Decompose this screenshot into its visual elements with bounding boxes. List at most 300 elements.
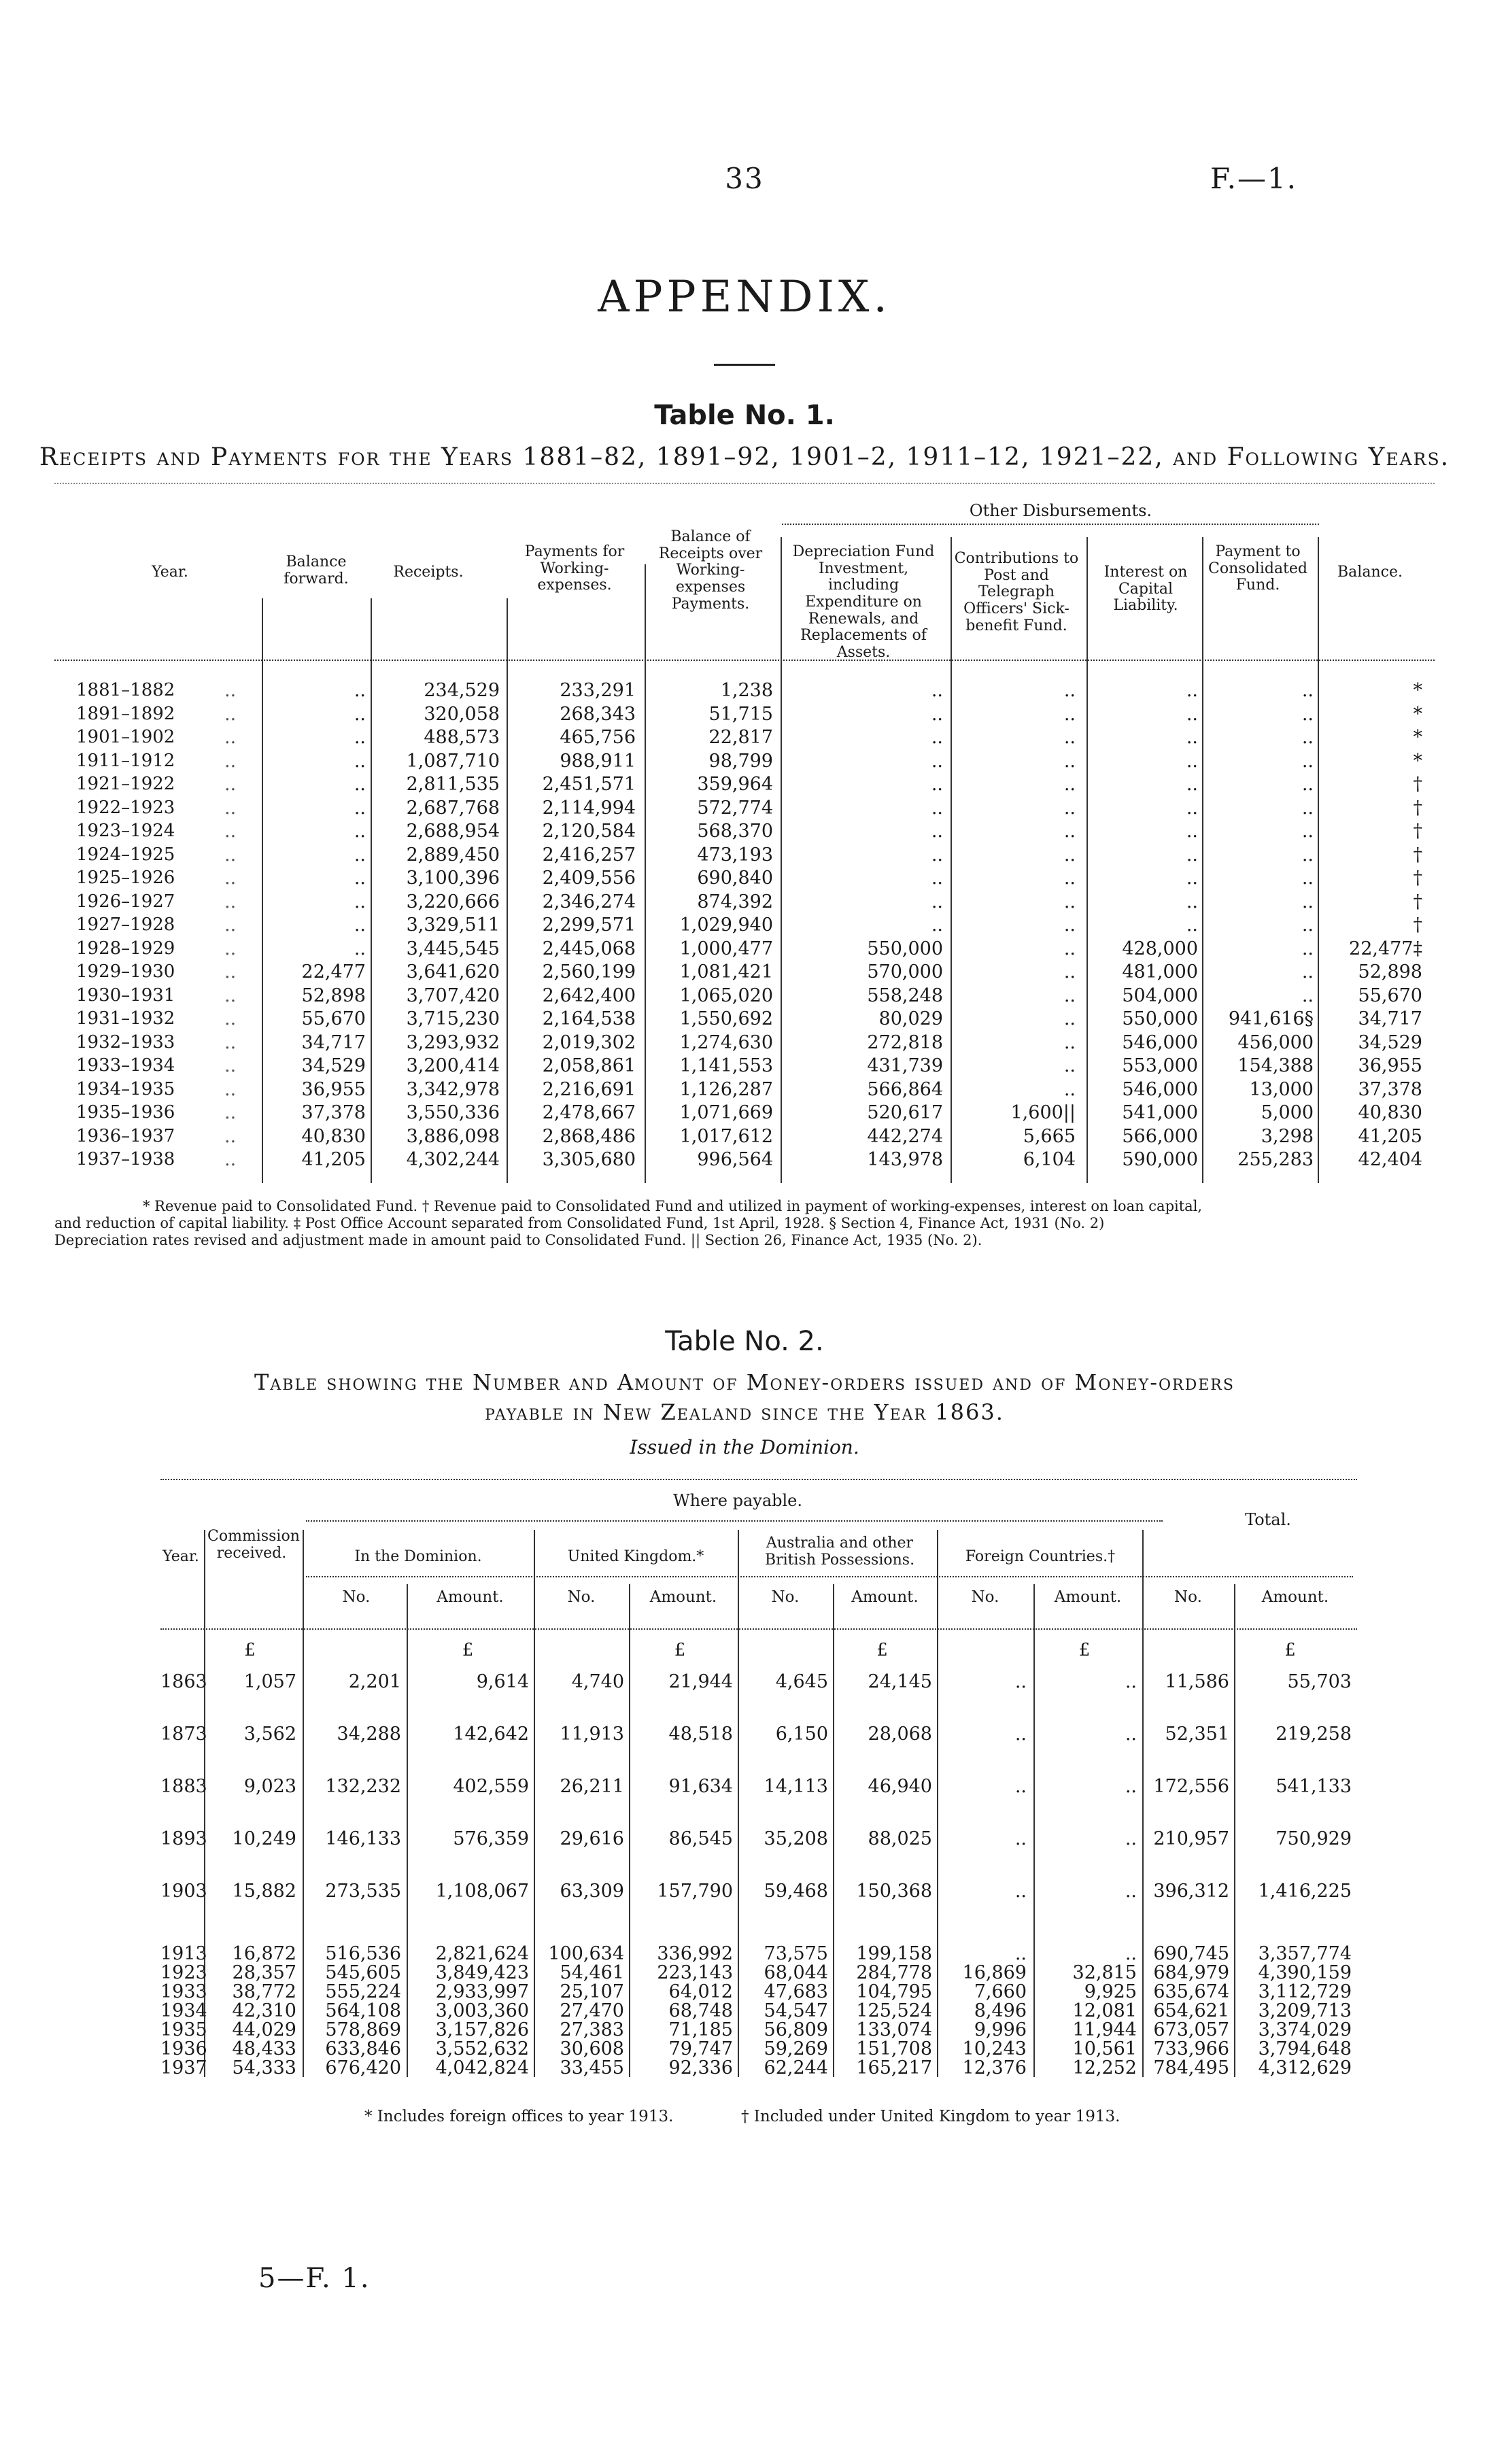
t2-cell-dominion-no: 34,288: [337, 1724, 401, 1745]
t1-leader-dots: ..: [224, 821, 237, 842]
t1-cell-contributions: ..: [1063, 774, 1076, 795]
t1-col-payments: Payments for Working-expenses.: [524, 543, 625, 594]
t1-cell-depreciation: ..: [931, 914, 943, 936]
t2-cell-uk-no: 27,383: [560, 2019, 624, 2040]
t2-cell-total-amount: 3,357,774: [1258, 1943, 1352, 1964]
t2-cell-australia-no: 47,683: [764, 1981, 828, 2002]
t2-subhead-no: No.: [771, 1588, 800, 1606]
t2-subhead-amount: Amount.: [1054, 1588, 1122, 1606]
t1-cell-payment-consolidated: ..: [1301, 961, 1314, 982]
t2-cell-foreign-amount: 10,561: [1072, 2038, 1137, 2059]
t1-cell-receipts: 3,100,396: [406, 868, 500, 889]
t1-cell-interest: 566,000: [1122, 1126, 1198, 1147]
t2-pound-sign: £: [674, 1640, 686, 1660]
t1-leader-dots: ..: [224, 891, 237, 912]
t1-vrule: [781, 537, 782, 1183]
t1-cell-year: 1929–1930: [76, 961, 175, 982]
t2-vrule: [629, 1584, 630, 2077]
t1-cell-payments: 2,216,691: [542, 1079, 636, 1100]
t1-cell-receipts: 2,811,535: [406, 774, 500, 795]
t1-cell-receipts: 3,715,230: [406, 1008, 500, 1029]
t1-cell-interest: 481,000: [1122, 961, 1198, 982]
t1-col-receipts: Receipts.: [393, 564, 464, 581]
t1-cell-payments: 268,343: [560, 704, 636, 725]
t1-cell-year: 1881–1882: [76, 680, 175, 700]
t2-cell-year: 1913: [160, 1943, 207, 1964]
t1-cell-contributions: ..: [1063, 751, 1076, 772]
t2-cell-dominion-no: 146,133: [325, 1828, 401, 1849]
t2-cell-australia-amount: 199,158: [856, 1943, 932, 1964]
t1-cell-balance-receipts: 568,370: [697, 821, 773, 842]
t2-pound-sign: £: [876, 1640, 888, 1660]
t1-col-year: Year.: [152, 564, 188, 581]
t2-cell-australia-amount: 46,940: [868, 1776, 932, 1797]
t1-cell-balance-receipts: 1,141,553: [679, 1055, 773, 1076]
t1-cell-contributions: ..: [1063, 844, 1076, 866]
t1-cell-payments: 2,114,994: [542, 798, 636, 819]
t1-cell-receipts: 3,220,666: [406, 891, 500, 912]
t2-cell-dominion-amount: 9,614: [476, 1671, 529, 1692]
t1-cell-payments: 2,019,302: [542, 1032, 636, 1053]
t1-cell-payments: 2,445,068: [542, 938, 636, 959]
t2-col-uk: United Kingdom.*: [567, 1548, 704, 1565]
t2-cell-australia-amount: 165,217: [856, 2057, 932, 2078]
t2-cell-foreign-no: ..: [1014, 1724, 1027, 1745]
t1-cell-payments: 2,478,667: [542, 1102, 636, 1123]
t1-cell-balance-forward: ..: [354, 727, 366, 748]
t2-cell-dominion-amount: 4,042,824: [435, 2057, 529, 2078]
t1-cell-receipts: 3,886,098: [406, 1126, 500, 1147]
t2-cell-uk-no: 27,470: [560, 2000, 624, 2021]
t1-leader-dots: ..: [224, 680, 237, 701]
t1-cell-payment-consolidated: 13,000: [1249, 1079, 1314, 1100]
t1-cell-balance-forward: ..: [354, 891, 366, 912]
t1-footnote: * Revenue paid to Consolidated Fund. † Revenue paid to Consolidated Fund and utilized in payment of working-expenses, interest on loan capital,: [143, 1198, 1203, 1214]
t1-cell-receipts: 3,293,932: [406, 1032, 500, 1053]
t1-cell-year: 1891–1892: [76, 704, 175, 724]
t1-cell-balance-receipts: 1,071,669: [679, 1102, 773, 1123]
t1-leader-dots: ..: [224, 1149, 237, 1170]
t1-cell-interest: ..: [1186, 727, 1198, 748]
t2-cell-total-no: 635,674: [1153, 1981, 1229, 2002]
page-number: 33: [725, 162, 764, 195]
t2-cell-year: 1893: [160, 1828, 207, 1849]
t2-cell-uk-no: 54,461: [560, 1962, 624, 1983]
t2-cell-year: 1936: [160, 2038, 207, 2059]
t1-cell-payments: 2,299,571: [542, 914, 636, 936]
t1-cell-payments: 988,911: [560, 751, 636, 772]
t1-cell-balance-receipts: 1,274,630: [679, 1032, 773, 1053]
t2-cell-uk-amount: 68,748: [668, 2000, 733, 2021]
t1-col-balance: Balance.: [1337, 564, 1403, 581]
t2-vrule: [833, 1584, 834, 2077]
t1-cell-balance-receipts: 1,081,421: [679, 961, 773, 982]
t2-cell-year: 1873: [160, 1724, 207, 1745]
t1-leader-dots: ..: [224, 914, 237, 936]
t2-cell-total-amount: 55,703: [1287, 1671, 1352, 1692]
t2-cell-commission: 3,562: [243, 1724, 296, 1745]
t2-cell-foreign-no: ..: [1014, 1671, 1027, 1692]
t1-vrule: [1086, 537, 1088, 1183]
t1-cell-depreciation: 143,978: [867, 1149, 943, 1170]
t1-cell-depreciation: 80,029: [878, 1008, 943, 1029]
t1-cell-balance-forward: 52,898: [301, 985, 366, 1006]
t1-cell-year: 1933–1934: [76, 1055, 175, 1076]
document-reference: F.—1.: [1210, 162, 1298, 195]
t1-leader-dots: ..: [224, 1032, 237, 1053]
t1-cell-year: 1911–1912: [76, 751, 175, 771]
t2-cell-australia-amount: 24,145: [868, 1671, 932, 1692]
t1-col-balance-receipts: Balance of Receipts over Working-expenses Payments.: [658, 528, 763, 613]
t1-cell-balance-receipts: 1,000,477: [679, 938, 773, 959]
t2-cell-australia-amount: 284,778: [856, 1962, 932, 1983]
t1-cell-balance: 36,955: [1358, 1055, 1422, 1076]
t1-cell-payment-consolidated: 5,000: [1261, 1102, 1314, 1123]
t2-cell-australia-amount: 88,025: [868, 1828, 932, 1849]
t1-cell-balance: †: [1413, 891, 1422, 912]
t2-subhead-no: No.: [1174, 1588, 1202, 1606]
t1-cell-balance-forward: 40,830: [301, 1126, 366, 1147]
t1-cell-payments: 2,451,571: [542, 774, 636, 795]
t2-cell-total-amount: 750,929: [1276, 1828, 1352, 1849]
t1-cell-interest: ..: [1186, 798, 1198, 819]
t2-cell-uk-no: 100,634: [548, 1943, 624, 1964]
t2-subhead-no: No.: [567, 1588, 596, 1606]
t1-cell-interest: ..: [1186, 774, 1198, 795]
t1-cell-balance-forward: ..: [354, 938, 366, 959]
t1-cell-contributions: ..: [1063, 938, 1076, 959]
t1-cell-depreciation: 550,000: [867, 938, 943, 959]
t1-leader-dots: ..: [224, 1008, 237, 1029]
t2-cell-dominion-no: 545,605: [325, 1962, 401, 1983]
t1-cell-balance: †: [1413, 774, 1422, 795]
t1-cell-contributions: ..: [1063, 961, 1076, 982]
t2-cell-total-no: 654,621: [1153, 2000, 1229, 2021]
t2-cell-total-amount: 3,374,029: [1258, 2019, 1352, 2040]
t1-cell-year: 1901–1902: [76, 727, 175, 747]
t1-cell-payments: 465,756: [560, 727, 636, 748]
t1-cell-payments: 2,120,584: [542, 821, 636, 842]
t1-cell-interest: ..: [1186, 821, 1198, 842]
t1-cell-payment-consolidated: ..: [1301, 985, 1314, 1006]
t1-vrule: [645, 564, 646, 1183]
t2-cell-uk-amount: 64,012: [668, 1981, 733, 2002]
t1-cell-interest: 504,000: [1122, 985, 1198, 1006]
t2-cell-foreign-no: 10,243: [962, 2038, 1027, 2059]
t2-cell-foreign-amount: 12,252: [1072, 2057, 1137, 2078]
t2-cell-foreign-amount: ..: [1125, 1828, 1137, 1849]
t2-subhead-amount: Amount.: [437, 1588, 504, 1606]
t2-cell-foreign-no: 9,996: [974, 2019, 1027, 2040]
t2-cell-total-amount: 3,112,729: [1258, 1981, 1352, 2002]
t1-cell-payment-consolidated: ..: [1301, 891, 1314, 912]
t2-cell-dominion-no: 2,201: [348, 1671, 401, 1692]
t1-cell-balance: 42,404: [1358, 1149, 1422, 1170]
t2-cell-australia-amount: 151,708: [856, 2038, 932, 2059]
t2-cell-dominion-amount: 3,849,423: [435, 1962, 529, 1983]
t1-vrule: [1202, 537, 1203, 1183]
t2-cell-dominion-amount: 142,642: [453, 1724, 529, 1745]
t1-leader-dots: ..: [224, 1102, 237, 1123]
t2-cell-uk-amount: 92,336: [668, 2057, 733, 2078]
t1-cell-year: 1932–1933: [76, 1032, 175, 1053]
t1-leader-dots: ..: [224, 1055, 237, 1076]
t1-cell-balance-forward: 22,477: [301, 961, 366, 982]
t1-cell-interest: ..: [1186, 914, 1198, 936]
t1-cell-payments: 2,058,861: [542, 1055, 636, 1076]
t2-cell-dominion-amount: 576,359: [453, 1828, 529, 1849]
t1-leader-dots: ..: [224, 868, 237, 889]
t2-cell-uk-no: 30,608: [560, 2038, 624, 2059]
t1-cell-receipts: 3,641,620: [406, 961, 500, 982]
t2-cell-australia-no: 73,575: [764, 1943, 828, 1964]
t2-cell-commission: 48,433: [232, 2038, 296, 2059]
t1-cell-balance-receipts: 874,392: [697, 891, 773, 912]
t1-footnote: Depreciation rates revised and adjustment made in amount paid to Consolidated Fund. || Section 26, Finance Act, 1935 (No. 2).: [54, 1232, 982, 1248]
table2-caption-line1: Table showing the Number and Amount of Money-orders issued and of Money-orders: [254, 1369, 1235, 1395]
t2-cell-commission: 15,882: [232, 1881, 296, 1902]
t2-cell-dominion-amount: 2,821,624: [435, 1943, 529, 1964]
t1-cell-balance-receipts: 22,817: [708, 727, 773, 748]
t1-cell-payments: 2,416,257: [542, 844, 636, 866]
t1-cell-interest: ..: [1186, 704, 1198, 725]
t2-cell-total-amount: 4,312,629: [1258, 2057, 1352, 2078]
t1-cell-balance: 34,529: [1358, 1032, 1422, 1053]
t2-cell-dominion-amount: 3,157,826: [435, 2019, 529, 2040]
t2-cell-total-no: 396,312: [1153, 1881, 1229, 1902]
t1-cell-balance-forward: ..: [354, 798, 366, 819]
t1-cell-payment-consolidated: 154,388: [1237, 1055, 1314, 1076]
t1-cell-payment-consolidated: ..: [1301, 868, 1314, 889]
t2-cell-foreign-amount: ..: [1125, 1881, 1137, 1902]
t1-cell-balance-receipts: 1,550,692: [679, 1008, 773, 1029]
t2-subhead-amount: Amount.: [1261, 1588, 1329, 1606]
t2-subhead-rule: [306, 1576, 1353, 1577]
t1-cell-year: 1937–1938: [76, 1149, 175, 1169]
t1-cell-depreciation: ..: [931, 821, 943, 842]
t1-cell-year: 1928–1929: [76, 938, 175, 959]
appendix-title: APPENDIX.: [598, 272, 891, 322]
t2-cell-commission: 16,872: [232, 1943, 296, 1964]
table2-top-rule: [160, 1479, 1357, 1480]
t2-header-rule: [160, 1628, 1357, 1630]
t1-cell-balance-forward: 41,205: [301, 1149, 366, 1170]
t2-cell-total-no: 784,495: [1153, 2057, 1229, 2078]
t2-pound-sign: £: [1284, 1640, 1296, 1660]
t1-cell-depreciation: ..: [931, 727, 943, 748]
t2-cell-total-amount: 1,416,225: [1258, 1881, 1352, 1902]
t2-cell-dominion-no: 273,535: [325, 1881, 401, 1902]
t1-leader-dots: ..: [224, 704, 237, 725]
t2-cell-total-no: 210,957: [1153, 1828, 1229, 1849]
t1-cell-contributions: ..: [1063, 1079, 1076, 1100]
t1-cell-receipts: 2,687,768: [406, 798, 500, 819]
t2-cell-australia-amount: 133,074: [856, 2019, 932, 2040]
t1-cell-year: 1930–1931: [76, 985, 175, 1006]
t1-cell-contributions: 5,665: [1023, 1126, 1076, 1147]
t2-col-year: Year.: [162, 1548, 199, 1565]
t1-cell-balance: 52,898: [1358, 961, 1422, 982]
t2-cell-foreign-no: 12,376: [962, 2057, 1027, 2078]
title-divider: [714, 364, 775, 366]
t2-cell-uk-amount: 86,545: [668, 1828, 733, 1849]
t2-cell-australia-no: 68,044: [764, 1962, 828, 1983]
t2-cell-uk-amount: 79,747: [668, 2038, 733, 2059]
t1-cell-depreciation: 431,739: [867, 1055, 943, 1076]
t1-cell-contributions: ..: [1063, 727, 1076, 748]
t1-cell-payment-consolidated: ..: [1301, 727, 1314, 748]
t1-cell-interest: 590,000: [1122, 1149, 1198, 1170]
table2-title: Table No. 2.: [665, 1326, 824, 1357]
t2-cell-dominion-no: 516,536: [325, 1943, 401, 1964]
t1-vrule: [371, 598, 372, 1183]
t1-cell-interest: ..: [1186, 844, 1198, 866]
t1-cell-payment-consolidated: ..: [1301, 680, 1314, 701]
t1-cell-balance: 37,378: [1358, 1079, 1422, 1100]
t1-cell-interest: ..: [1186, 891, 1198, 912]
t2-vrule: [738, 1530, 739, 2077]
t2-cell-dominion-amount: 3,552,632: [435, 2038, 529, 2059]
t2-pound-sign: £: [244, 1640, 256, 1660]
t2-cell-foreign-no: 16,869: [962, 1962, 1027, 1983]
t2-cell-commission: 10,249: [232, 1828, 296, 1849]
t1-cell-payment-consolidated: ..: [1301, 704, 1314, 725]
t1-cell-balance: 22,477‡: [1349, 938, 1422, 959]
t2-cell-dominion-amount: 2,933,997: [435, 1981, 529, 2002]
t1-cell-year: 1931–1932: [76, 1008, 175, 1029]
t1-cell-receipts: 3,707,420: [406, 985, 500, 1006]
t1-cell-balance-receipts: 1,126,287: [679, 1079, 773, 1100]
t1-cell-balance-forward: ..: [354, 914, 366, 936]
t2-cell-foreign-no: ..: [1014, 1776, 1027, 1797]
t1-cell-receipts: 3,342,978: [406, 1079, 500, 1100]
t1-col-depreciation: Depreciation Fund Investment, including Expenditure on Renewals, and Replacements of Assets.: [792, 543, 935, 661]
t1-cell-contributions: 1,600||: [1010, 1102, 1076, 1123]
t2-cell-foreign-no: ..: [1014, 1943, 1027, 1964]
t1-cell-depreciation: ..: [931, 798, 943, 819]
t2-cell-uk-amount: 223,143: [657, 1962, 733, 1983]
t2-cell-total-no: 11,586: [1165, 1671, 1229, 1692]
t1-cell-payment-consolidated: ..: [1301, 844, 1314, 866]
t2-cell-australia-no: 4,645: [775, 1671, 828, 1692]
t1-cell-interest: 428,000: [1122, 938, 1198, 959]
t2-cell-foreign-amount: 12,081: [1072, 2000, 1137, 2021]
t1-leader-dots: ..: [224, 751, 237, 772]
t2-pound-sign: £: [1078, 1640, 1091, 1660]
t1-cell-balance-forward: 34,529: [301, 1055, 366, 1076]
t2-cell-dominion-no: 633,846: [325, 2038, 401, 2059]
t2-subhead-no: No.: [342, 1588, 371, 1606]
t2-cell-uk-amount: 157,790: [657, 1881, 733, 1902]
table2-subtitle: Issued in the Dominion.: [630, 1436, 859, 1458]
page-footer: 5—F. 1.: [258, 2263, 371, 2294]
t1-cell-depreciation: ..: [931, 774, 943, 795]
t2-cell-australia-amount: 28,068: [868, 1724, 932, 1745]
t1-leader-dots: ..: [224, 1079, 237, 1100]
t2-cell-year: 1883: [160, 1776, 207, 1797]
t2-cell-australia-no: 59,468: [764, 1881, 828, 1902]
t2-cell-total-no: 733,966: [1153, 2038, 1229, 2059]
t1-cell-contributions: 6,104: [1023, 1149, 1076, 1170]
t2-cell-uk-no: 29,616: [560, 1828, 624, 1849]
t2-cell-dominion-no: 132,232: [325, 1776, 401, 1797]
t1-cell-balance: †: [1413, 798, 1422, 819]
t2-cell-foreign-amount: 32,815: [1072, 1962, 1137, 1983]
t1-leader-dots: ..: [224, 985, 237, 1006]
t1-cell-receipts: 488,573: [424, 727, 500, 748]
t1-leader-dots: ..: [224, 938, 237, 959]
t1-cell-depreciation: 520,617: [867, 1102, 943, 1123]
t1-cell-depreciation: ..: [931, 868, 943, 889]
t1-cell-balance-receipts: 1,065,020: [679, 985, 773, 1006]
t1-cell-receipts: 4,302,244: [406, 1149, 500, 1170]
t1-cell-balance-receipts: 98,799: [708, 751, 773, 772]
t1-cell-balance-receipts: 1,017,612: [679, 1126, 773, 1147]
t1-cell-balance: 41,205: [1358, 1126, 1422, 1147]
t2-cell-foreign-no: 8,496: [974, 2000, 1027, 2021]
t2-vrule: [1142, 1530, 1144, 2077]
t2-subhead-amount: Amount.: [851, 1588, 919, 1606]
t2-cell-total-no: 52,351: [1165, 1724, 1229, 1745]
t1-cell-payments: 2,868,486: [542, 1126, 636, 1147]
t2-cell-dominion-amount: 1,108,067: [435, 1881, 529, 1902]
t1-cell-depreciation: 566,864: [867, 1079, 943, 1100]
t1-cell-balance: *: [1413, 751, 1422, 772]
t1-cell-contributions: ..: [1063, 1032, 1076, 1053]
t1-cell-payment-consolidated: 456,000: [1237, 1032, 1314, 1053]
t1-cell-payment-consolidated: ..: [1301, 938, 1314, 959]
t2-cell-australia-amount: 125,524: [856, 2000, 932, 2021]
t1-cell-payments: 233,291: [560, 680, 636, 701]
t1-cell-balance-forward: ..: [354, 821, 366, 842]
t1-cell-payment-consolidated: ..: [1301, 798, 1314, 819]
t1-cell-interest: ..: [1186, 680, 1198, 701]
t1-cell-balance: †: [1413, 868, 1422, 889]
t1-cell-year: 1924–1925: [76, 844, 175, 865]
t2-cell-uk-no: 26,211: [560, 1776, 624, 1797]
t2-pound-sign: £: [462, 1640, 474, 1660]
t1-cell-balance-receipts: 51,715: [708, 704, 773, 725]
t2-vrule: [534, 1530, 535, 2077]
t2-cell-total-amount: 219,258: [1276, 1724, 1352, 1745]
t2-cell-uk-amount: 48,518: [668, 1724, 733, 1745]
t1-cell-receipts: 3,200,414: [406, 1055, 500, 1076]
t1-cell-receipts: 234,529: [424, 680, 500, 701]
t1-cell-balance-forward: ..: [354, 868, 366, 889]
t1-cell-balance-forward: 37,378: [301, 1102, 366, 1123]
t1-cell-year: 1926–1927: [76, 891, 175, 912]
t1-cell-balance: †: [1413, 821, 1422, 842]
t2-vrule: [1234, 1584, 1235, 2077]
t2-cell-foreign-amount: 11,944: [1072, 2019, 1137, 2040]
t2-col-total: Total.: [1245, 1510, 1291, 1529]
t2-cell-australia-no: 54,547: [764, 2000, 828, 2021]
t1-cell-contributions: ..: [1063, 914, 1076, 936]
t1-cell-depreciation: 272,818: [867, 1032, 943, 1053]
t2-cell-dominion-amount: 3,003,360: [435, 2000, 529, 2021]
t1-cell-contributions: ..: [1063, 868, 1076, 889]
t2-cell-uk-amount: 71,185: [668, 2019, 733, 2040]
table1-group-header: Other Disbursements.: [969, 501, 1152, 520]
t1-cell-payments: 2,164,538: [542, 1008, 636, 1029]
t2-cell-total-amount: 3,209,713: [1258, 2000, 1352, 2021]
t1-col-contributions: Contributions to Post and Telegraph Officers' Sick-benefit Fund.: [954, 550, 1079, 634]
t1-cell-payment-consolidated: ..: [1301, 751, 1314, 772]
t1-cell-balance-receipts: 572,774: [697, 798, 773, 819]
t1-cell-payments: 2,409,556: [542, 868, 636, 889]
t1-cell-payment-consolidated: ..: [1301, 774, 1314, 795]
t1-cell-year: 1927–1928: [76, 914, 175, 935]
